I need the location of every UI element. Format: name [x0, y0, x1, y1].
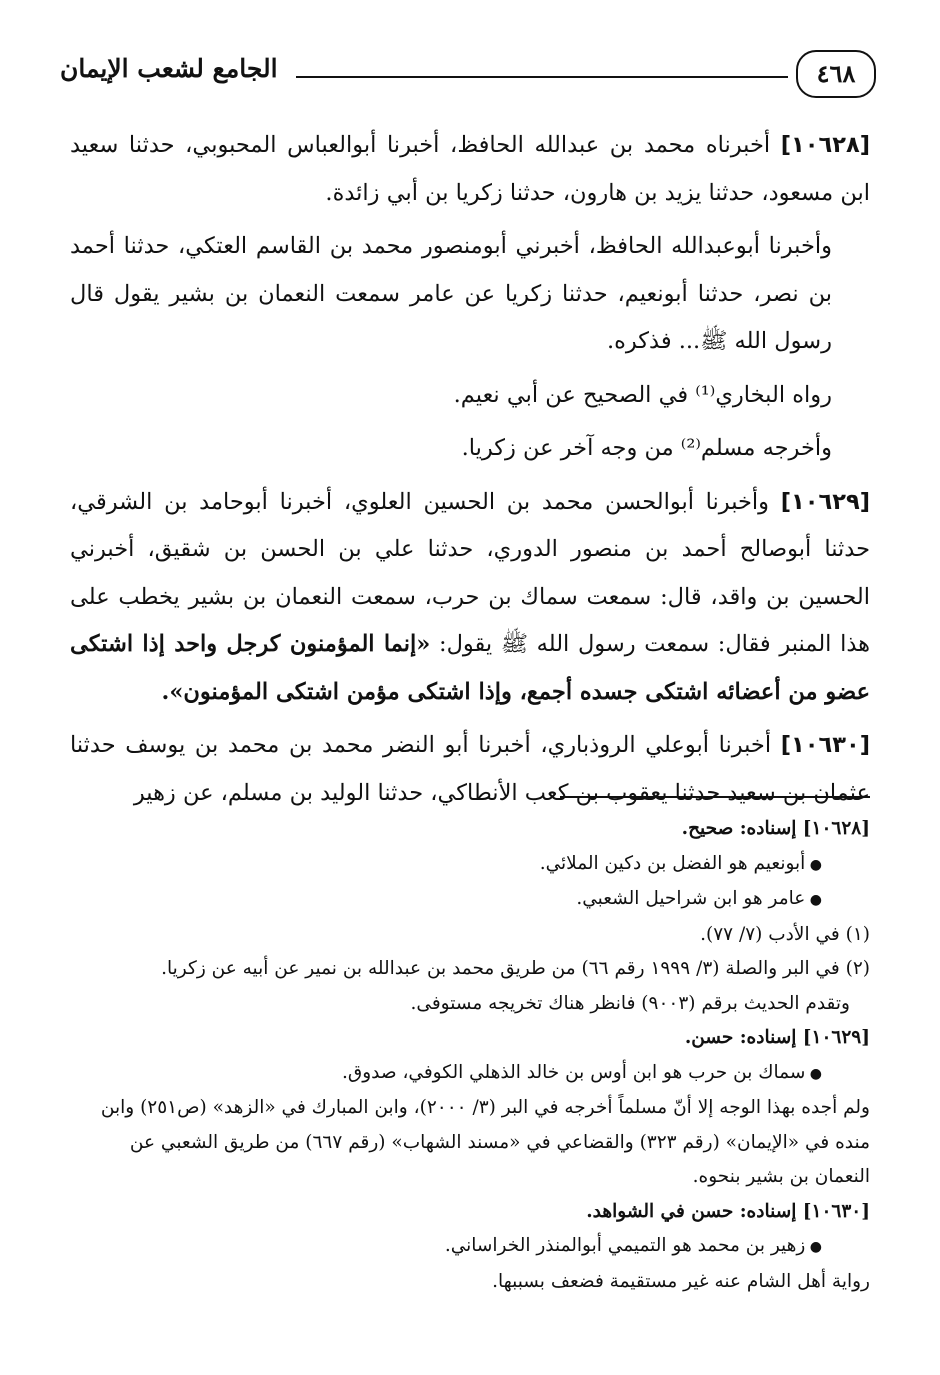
- footnote-2: (٢) في البر والصلة (٣/ ١٩٩٩ رقم ٦٦) من طريق محمد بن عبدالله بن نمير عن أبيه عن زكريا.: [161, 958, 870, 979]
- note-10629-grade: [١٠٦٢٩] إسناده: حسن.: [684, 1027, 870, 1048]
- footnotes: [70, 812, 870, 1299]
- note-bullet: ● أبونعيم هو الفضل بن دكين الملائي.: [70, 847, 870, 883]
- book-title: الجامع لشعب الإيمان: [60, 54, 278, 83]
- main-text: [70, 122, 870, 823]
- note-10630-text: رواية أهل الشام عنه غير مستقيمة فضعف بسببها.: [492, 1270, 870, 1292]
- hadith-text: وأخبرنا أبوالحسن محمد بن الحسين العلوي، أخبرنا أبوحامد بن الشرقي، حدثنا أبوصالح أحمد بن منصور الدوري، حدثنا علي بن الحسن بن شقيق، أخبرني الحسين بن واقد، قال: سمعت سماك بن حرب، سمعت النعمان بن بشير يخطب على هذا المنبر فقال: سمعت رسول الله ﷺ يقول:: [70, 488, 871, 657]
- hadith-10630: [70, 722, 870, 817]
- hadith-text: أخبرنا أبوعلي الروذباري، أخبرنا أبو النضر محمد بن محمد بن يوسف حدثنا عثمان بن سعيد حدثنا يعقوب بن كعب الأنطاكي، حدثنا الوليد بن مسلم، عن زهير: [70, 732, 870, 806]
- note-bullet: ● سماك بن حرب هو ابن أوس بن خالد الذهلي الكوفي، صدوق.: [70, 1056, 870, 1092]
- muslim-note: وأخرجه مسلم⁽²⁾ من وجه آخر عن زكريا.: [461, 435, 832, 461]
- note-10628-grade: [١٠٦٢٨] إسناده: صحيح.: [681, 818, 870, 839]
- footnote-2-continued: وتقدم الحديث برقم (٩٠٠٣) فانظر هناك تخريجه مستوفى.: [410, 992, 850, 1014]
- note-10630-grade: [١٠٦٣٠] إسناده: حسن في الشواهد.: [586, 1200, 870, 1222]
- footnote-1: (١) في الأدب (٧/ ٧٧).: [700, 923, 870, 945]
- isnad-paragraph: وأخبرنا أبوعبدالله الحافظ، أخبرني أبومنصور محمد بن القاسم العتكي، حدثنا أحمد بن نصر، حدثنا أبونعيم، حدثنا زكريا عن عامر سمعت النعمان بن بشير يقول قال رسول الله ﷺ... فذكره.: [70, 233, 832, 354]
- hadith-number: [١٠٦٣٠]: [780, 732, 870, 758]
- hadith-text: أخبرناه محمد بن عبدالله الحافظ، أخبرنا أبوالعباس المحبوبي، حدثنا سعيد ابن مسعود، حدثنا يزيد بن هارون، حدثنا زكريا بن أبي زائدة.: [70, 132, 870, 206]
- page-number: ٤٦٨: [796, 50, 876, 98]
- hadith-number: [١٠٦٢٩]: [780, 488, 870, 515]
- note-10629-takhrij: ولم أجده بهذا الوجه إلا أنّ مسلماً أخرجه في البر (٣/ ٢٠٠٠)، وابن المبارك في «الزهد» (ص٢٥١) وابن منده في «الإيمان» (رقم ٣٢٣) والقضاعي في «مسند الشهاب» (رقم ٦٦٧) من طريق الشعبي عن النعمان بن بشير بنحوه.: [100, 1097, 870, 1187]
- note-bullet: ● زهير بن محمد هو التميمي أبوالمنذر الخراساني.: [70, 1229, 870, 1265]
- hadith-10629: [70, 479, 870, 717]
- bukhari-note: رواه البخاري⁽¹⁾ في الصحيح عن أبي نعيم.: [453, 381, 832, 408]
- footnote-separator: [560, 796, 870, 798]
- hadith-10628: [70, 122, 870, 217]
- hadith-number: [١٠٦٢٨]: [780, 132, 870, 158]
- header-rule: [296, 76, 788, 78]
- hadith-quote: «إنما المؤمنون كرجل واحد إذا اشتكى عضو من أعضائه اشتكى جسده أجمع، وإذا اشتكى مؤمن اشتكى المؤمنون».: [70, 631, 870, 705]
- note-bullet: ● عامر هو ابن شراحيل الشعبي.: [70, 882, 870, 918]
- page-header: [60, 50, 880, 100]
